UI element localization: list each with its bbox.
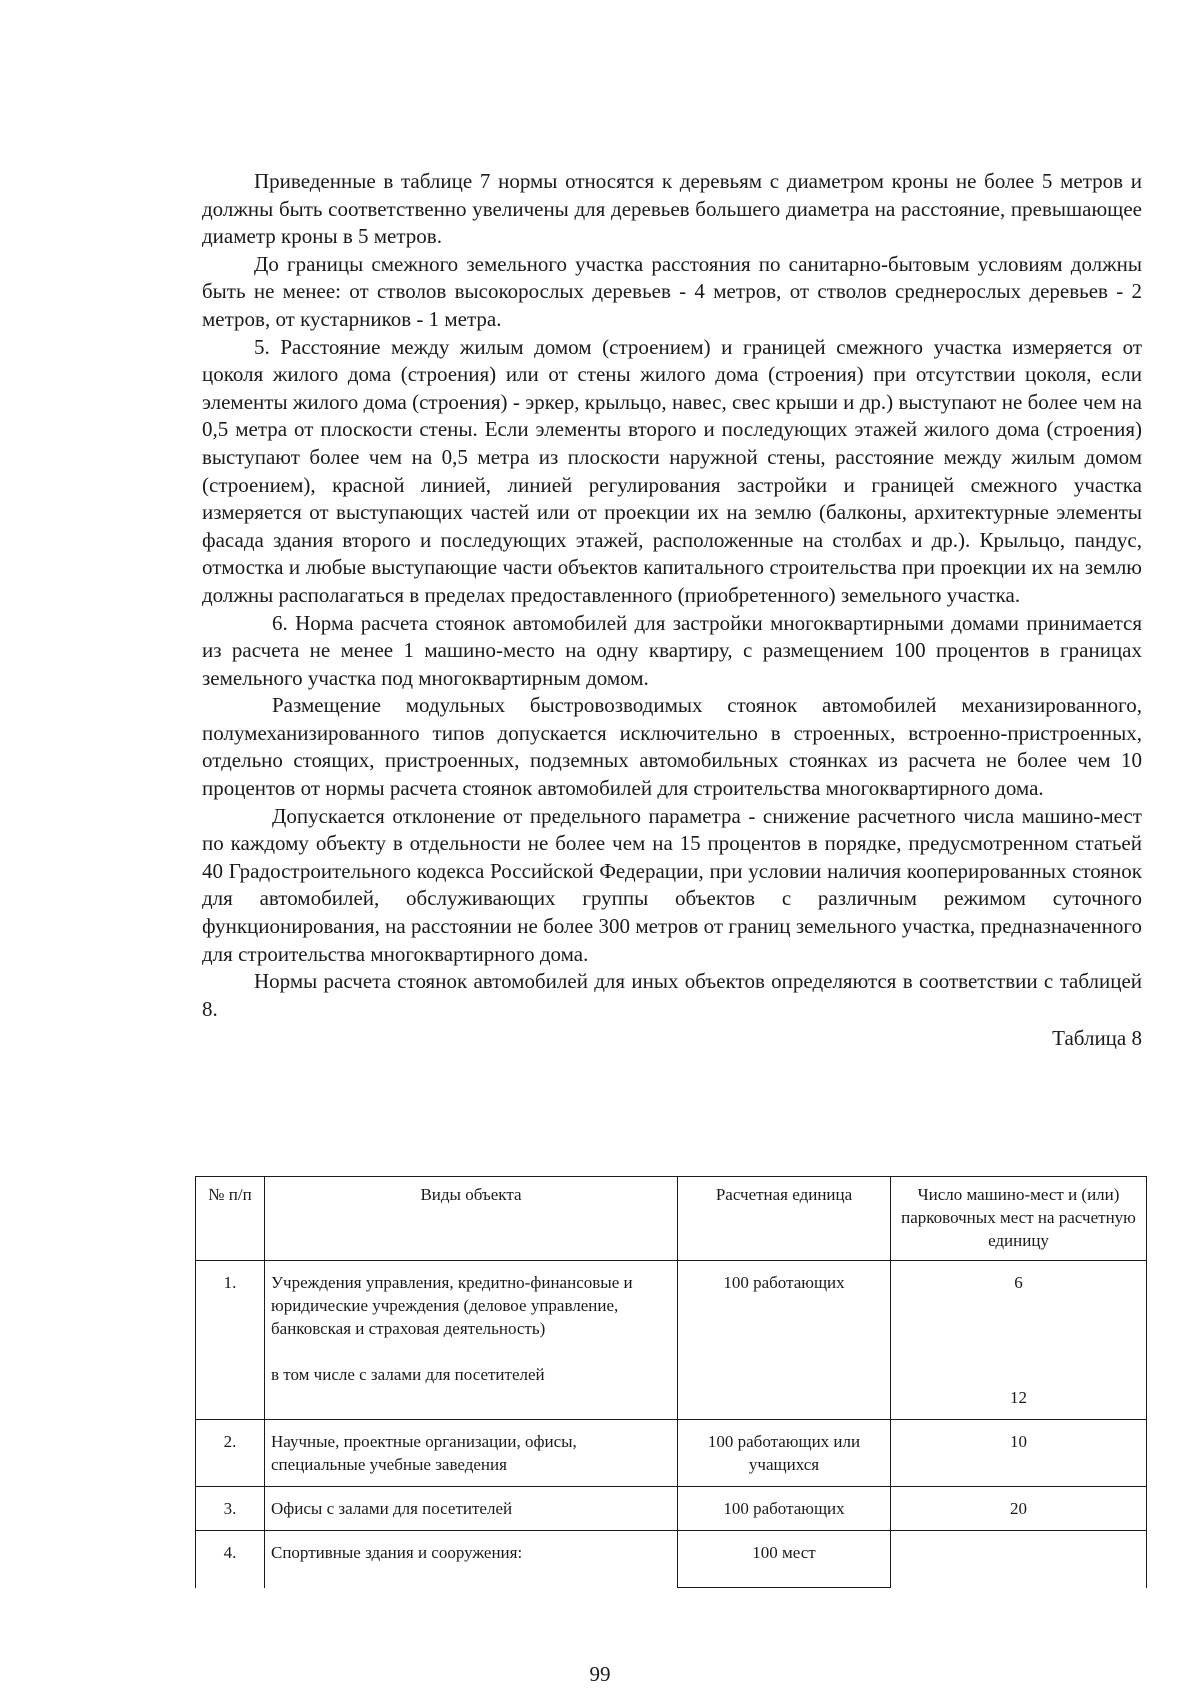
table-header-row bbox=[196, 1177, 1147, 1261]
row-value-main: 6 bbox=[1014, 1273, 1023, 1292]
paragraph-other-objects: Нормы расчета стоянок автомобилей для иных объектов определяются в соответствии с таблицей 8. bbox=[202, 969, 1142, 1021]
page-number: 99 bbox=[589, 1662, 611, 1686]
row-unit: 100 мест bbox=[678, 1531, 891, 1588]
row-value bbox=[891, 1531, 1147, 1588]
table-row bbox=[196, 1487, 1147, 1531]
row-num: 3. bbox=[196, 1487, 265, 1531]
paragraph-item-5: 5. Расстояние между жилым домом (строением) и границей смежного участка измеряется от цоколя жилого дома (строения) или от стены жилого дома (строения) при отсутствии цоколя, если элементы жилого дома (строения) - эркер, крыльцо, навес, свес крыши и др.) выступают не более чем на 0,5 метра от плоскости стены. Если элементы второго и последующих этажей жилого дома (строения) выступают более чем на 0,5 метра из плоскости наружной стены, расстояние между жилым домом (строением), красной линией, линией регулирования застройки и границей смежного участка измеряется от выступающих частей или от проекции их на землю (балконы, архитектурные элементы фасада здания второго и последующих этажей, расположенные на столбах и др.). Крыльцо, пандус, отмостка и любые выступающие части объектов капитального строительства при проекции их на землю должны располагаться в пределах предоставленного (приобретенного) земельного участка. bbox=[202, 334, 1142, 607]
table-row bbox=[196, 1420, 1147, 1487]
header-value: Число машино-мест и (или) парковочных мест на расчетную единицу bbox=[891, 1177, 1147, 1261]
row-name-sub: в том числе с залами для посетителей bbox=[271, 1365, 545, 1384]
row-num: 2. bbox=[196, 1420, 265, 1487]
table-row bbox=[196, 1261, 1147, 1420]
row-name: Офисы с залами для посетителей bbox=[265, 1487, 678, 1531]
row-value: 20 bbox=[891, 1487, 1147, 1531]
parking-norms-table bbox=[195, 1176, 1147, 1588]
row-name-main: Учреждения управления, кредитно-финансовые и юридические учреждения (деловое управление, банковская и страховая деятельность) bbox=[271, 1273, 633, 1338]
row-value bbox=[891, 1261, 1147, 1420]
paragraph-tree-norms: Приведенные в таблице 7 нормы относятся к деревьям с диаметром кроны не более 5 метров и должны быть соответственно увеличены для деревьев большего диаметра на расстояние, превышающее диаметр кроны в 5 метров. bbox=[202, 169, 1142, 249]
paragraph-modular-parking: Размещение модульных быстровозводимых стоянок автомобилей механизированного, полумеханизированного типов допускается исключительно в строенных, встроенно-пристроенных, отдельно стоящих, пристроенных, подземных автомобильных стоянках из расчета не более чем 10 процентов от нормы расчета стоянок автомобилей для строительства многоквартирного дома. bbox=[202, 693, 1142, 801]
row-unit: 100 работающих или учащихся bbox=[678, 1420, 891, 1487]
paragraph-item-6: 6. Норма расчета стоянок автомобилей для застройки многоквартирными домами принимается из расчета не менее 1 машино-место на одну квартиру, с размещением 100 процентов в границах земельного участка под многоквартирным домом. bbox=[202, 610, 1142, 690]
header-num: № п/п bbox=[196, 1177, 265, 1261]
row-name: Спортивные здания и сооружения: bbox=[265, 1531, 678, 1588]
paragraph-deviation: Допускается отклонение от предельного параметра - снижение расчетного числа машино-мест по каждому объекту в отдельности не более чем на 15 процентов в порядке, предусмотренном статьей 40 Градостроительного кодекса Российской Федерации, при условии наличия кооперированных стоянок для автомобилей, обслуживающих группы объектов с различным режимом суточного функционирования, на расстоянии не более 300 метров от границ земельного участка, предназначенного для строительства многоквартирного дома. bbox=[202, 803, 1142, 966]
document-body bbox=[202, 168, 1142, 1053]
header-unit: Расчетная единица bbox=[678, 1177, 891, 1261]
row-unit: 100 работающих bbox=[678, 1261, 891, 1420]
paragraph-boundary-distances: До границы смежного земельного участка расстояния по санитарно-бытовым условиям должны быть не менее: от стволов высокорослых деревьев - 4 метров, от стволов среднерослых деревьев - 2 метров, от кустарников - 1 метра. bbox=[202, 251, 1142, 331]
row-name: Научные, проектные организации, офисы, специальные учебные заведения bbox=[265, 1420, 678, 1487]
table-row bbox=[196, 1531, 1147, 1588]
row-unit: 100 работающих bbox=[678, 1487, 891, 1531]
row-num: 1. bbox=[196, 1261, 265, 1420]
row-value-sub: 12 bbox=[1010, 1388, 1027, 1407]
header-name: Виды объекта bbox=[265, 1177, 678, 1261]
row-name bbox=[265, 1261, 678, 1420]
row-value: 10 bbox=[891, 1420, 1147, 1487]
table-caption: Таблица 8 bbox=[1052, 1026, 1142, 1051]
row-num: 4. bbox=[196, 1531, 265, 1588]
